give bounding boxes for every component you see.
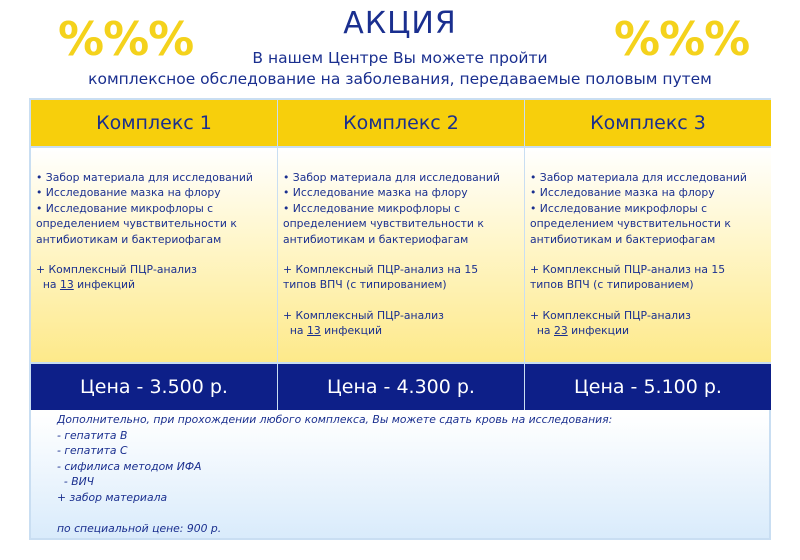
additional-item: - ВИЧ bbox=[57, 475, 95, 489]
extra-service-detail: типов ВПЧ (с типированием) bbox=[530, 278, 694, 292]
extra-service-detail: типов ВПЧ (с типированием) bbox=[283, 278, 447, 292]
service-item: • Забор материала для исследований bbox=[530, 171, 747, 184]
additional-offer bbox=[57, 412, 757, 536]
service-item: антибиотикам и бактериофагам bbox=[36, 232, 222, 246]
additional-item: - гепатита C bbox=[57, 444, 128, 458]
additional-item: - гепатита B bbox=[57, 428, 128, 442]
extra-service: + Комплексный ПЦР-анализ bbox=[36, 263, 197, 277]
service-item: антибиотикам и бактериофагам bbox=[283, 232, 469, 246]
percent-decoration-left: %%% bbox=[58, 12, 194, 66]
complex-column-2 bbox=[278, 100, 524, 410]
service-item: определением чувствительности к bbox=[530, 217, 731, 231]
infection-count: 13 bbox=[59, 278, 74, 292]
extra-service: + Комплексный ПЦР-анализ bbox=[530, 308, 691, 322]
page-title: АКЦИЯ bbox=[343, 6, 457, 41]
service-item: • Исследование мазка на флору bbox=[36, 186, 221, 200]
additional-intro: Дополнительно, при прохождении любого комплекса, Вы можете сдать кровь на исследования: bbox=[57, 413, 613, 426]
complex-column-3 bbox=[525, 100, 771, 410]
service-item: • Исследование микрофлоры с bbox=[36, 201, 214, 215]
service-item: определением чувствительности к bbox=[283, 217, 484, 231]
service-item: • Забор материала для исследований bbox=[36, 171, 253, 184]
subtitle-line: В нашем Центре Вы можете пройти bbox=[252, 49, 548, 67]
additional-item: + забор материала bbox=[57, 490, 168, 504]
offer-board bbox=[29, 98, 771, 540]
infection-count: 23 bbox=[553, 324, 568, 338]
service-item: антибиотикам и бактериофагам bbox=[530, 232, 716, 246]
infection-count: 13 bbox=[306, 324, 321, 338]
service-item: • Забор материала для исследований bbox=[283, 171, 500, 184]
extra-service-detail: на 13 инфекций bbox=[283, 324, 383, 338]
service-item: • Исследование микрофлоры с bbox=[283, 201, 461, 215]
service-item: • Исследование микрофлоры с bbox=[530, 201, 708, 215]
extra-service: + Комплексный ПЦР-анализ на 15 bbox=[530, 263, 726, 277]
complex-column-1 bbox=[31, 100, 277, 410]
service-item: определением чувствительности к bbox=[36, 217, 237, 231]
service-item: • Исследование мазка на флору bbox=[530, 186, 715, 200]
complex-price: Цена - 3.500 р. bbox=[31, 362, 277, 410]
service-item: • Исследование мазка на флору bbox=[283, 186, 468, 200]
extra-service-detail: на 13 инфекций bbox=[36, 278, 136, 292]
subtitle-line: комплексное обследование на заболевания, передаваемые половым путем bbox=[88, 70, 712, 88]
additional-item: - сифилиса методом ИФА bbox=[57, 459, 202, 473]
special-price: по специальной цене: 900 р. bbox=[57, 521, 222, 535]
extra-service-detail: на 23 инфекции bbox=[530, 324, 630, 338]
page-subtitle bbox=[0, 48, 800, 90]
extra-service: + Комплексный ПЦР-анализ bbox=[283, 308, 444, 322]
complex-description bbox=[278, 148, 524, 362]
complex-price: Цена - 4.300 р. bbox=[278, 362, 524, 410]
complex-title: Комплекс 2 bbox=[278, 100, 524, 148]
complex-description bbox=[31, 148, 277, 362]
complex-description bbox=[525, 148, 771, 362]
complex-title: Комплекс 1 bbox=[31, 100, 277, 148]
extra-service: + Комплексный ПЦР-анализ на 15 bbox=[283, 263, 479, 277]
complex-title: Комплекс 3 bbox=[525, 100, 771, 148]
complex-price: Цена - 5.100 р. bbox=[525, 362, 771, 410]
percent-decoration-right: %%% bbox=[614, 12, 750, 66]
